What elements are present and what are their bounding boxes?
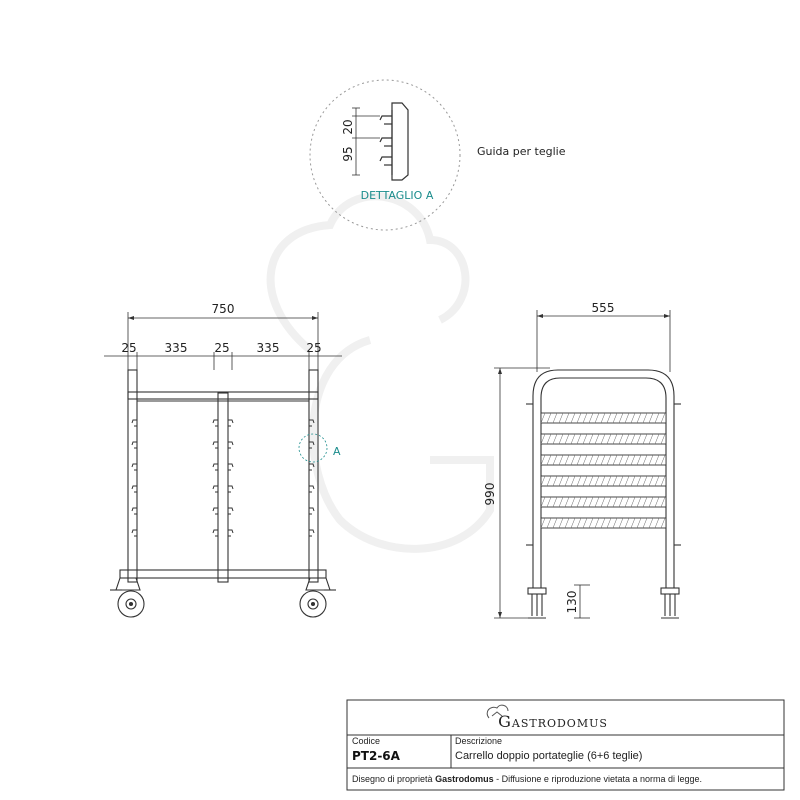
detail-caption: Guida per teglie (477, 145, 566, 158)
front-seg-1: 25 (121, 341, 137, 355)
front-wheel-right (300, 578, 336, 617)
front-detail-callout-label: A (333, 445, 341, 458)
code-value: PT2-6A (352, 749, 400, 763)
footer-brand: Gastrodomus (435, 774, 494, 784)
side-trays (541, 413, 666, 528)
front-view (104, 302, 342, 617)
detail-dim-95: 95 (341, 146, 355, 162)
footer-prefix: Disegno di proprietà (352, 774, 436, 784)
side-view (483, 301, 681, 618)
front-guides (132, 420, 314, 536)
side-tray-hatching (541, 413, 665, 528)
side-wheel-right (661, 588, 679, 618)
detail-dim-20: 20 (341, 119, 355, 135)
desc-label: Descrizione (455, 736, 503, 746)
front-post-center (218, 393, 228, 582)
front-seg-3: 25 (214, 341, 230, 355)
side-wheel-height: 130 (565, 590, 579, 614)
brand-name: Gastrodomus (498, 712, 608, 731)
watermark-logo (271, 196, 490, 549)
side-height: 990 (483, 482, 497, 506)
footer-note (352, 774, 702, 784)
front-seg-5: 25 (306, 341, 322, 355)
front-overall-width: 750 (211, 302, 235, 316)
side-depth: 555 (591, 301, 615, 315)
front-post-left (128, 370, 137, 582)
desc-value: Carrello doppio portateglie (6+6 teglie) (455, 750, 643, 762)
front-seg-4: 335 (256, 341, 280, 355)
front-wheel-left (110, 578, 144, 617)
guide-profile (380, 103, 408, 180)
side-wheel-left (528, 588, 546, 618)
front-bottom-rail (120, 570, 326, 578)
title-block (347, 700, 784, 790)
code-label: Codice (352, 736, 381, 746)
footer-suffix: - Diffusione e riproduzione vietata a norma di legge. (493, 774, 703, 784)
detail-title: DETTAGLIO A (360, 189, 434, 202)
front-seg-2: 335 (164, 341, 188, 355)
detail-circle (310, 80, 460, 230)
